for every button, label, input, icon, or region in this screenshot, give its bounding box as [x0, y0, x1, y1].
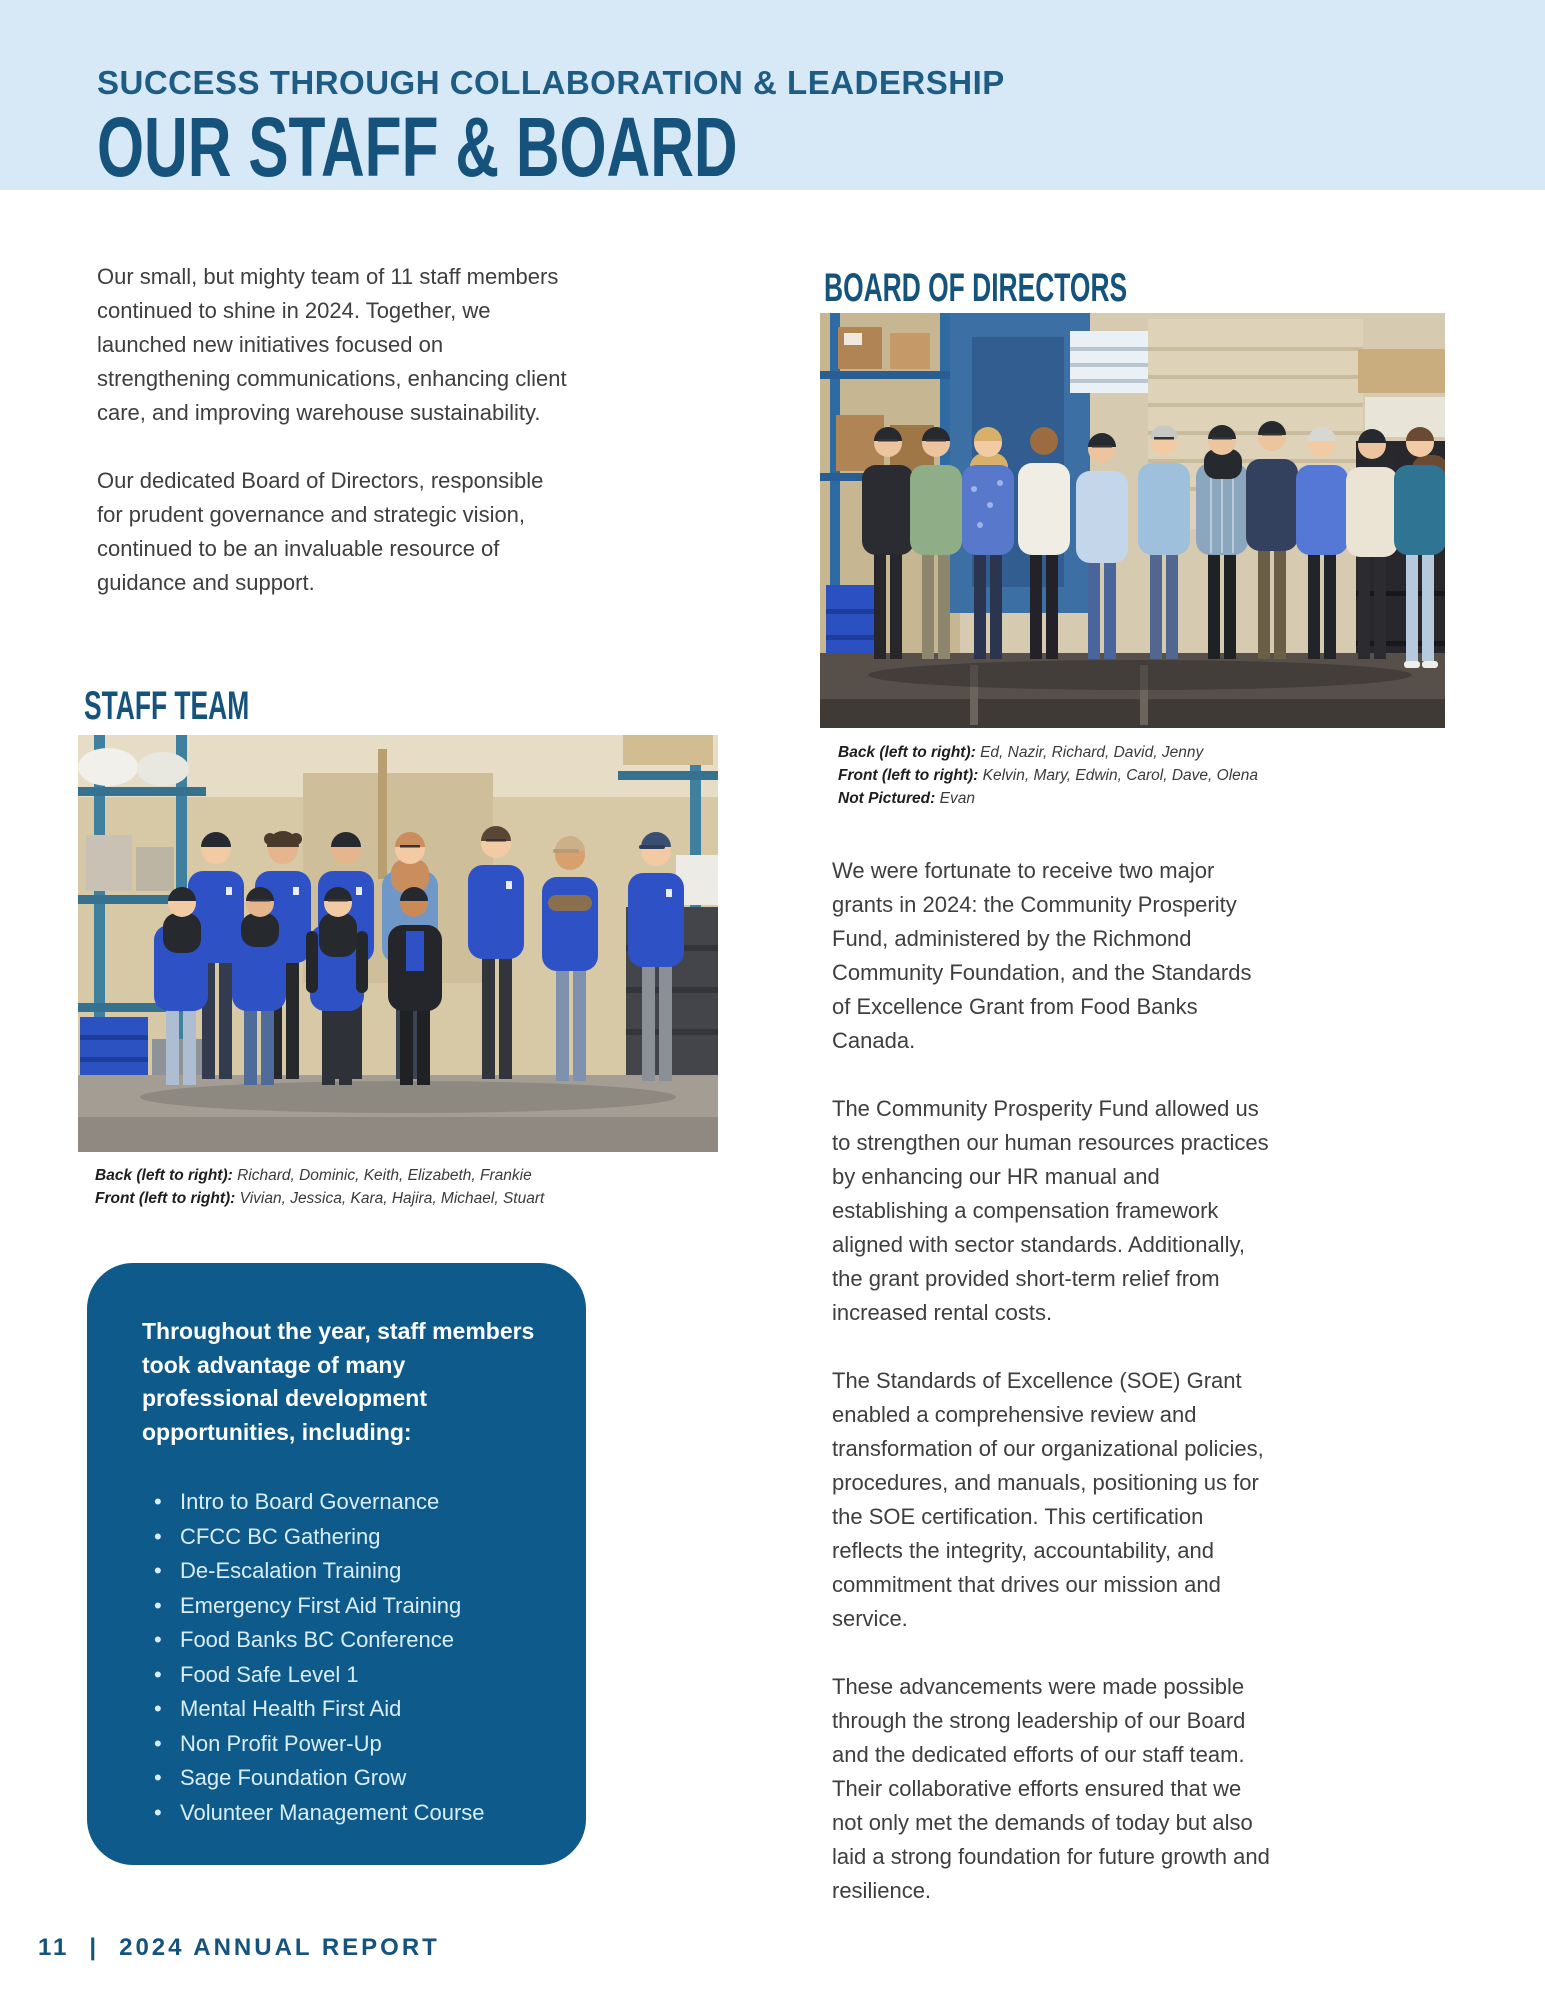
page-header	[0, 0, 1545, 194]
board-of-directors-heading: BOARD OF DIRECTORS	[824, 266, 1128, 310]
grants-paragraph-1: We were fortunate to receive two major grants in 2024: the Community Prosperity Fund, administered by the Richmond Community Foundation, and the Standards of Excellence Grant from Food Banks Canada.	[832, 858, 1252, 1053]
grants-paragraph-4: These advancements were made possible through the strong leadership of our Board and the dedicated efforts of our staff team. Their collaborative efforts ensured that we not only met the demands of today but also laid a strong foundation for future growth and resilience.	[832, 1674, 1270, 1903]
header-eyebrow: SUCCESS THROUGH COLLABORATION & LEADERSHIP	[97, 64, 1005, 101]
intro-text	[97, 260, 575, 634]
caption-front-row: Front (left to right): Kelvin, Mary, Edwin, Carol, Dave, Olena	[838, 767, 1259, 784]
development-list-item: • Food Safe Level 1	[154, 1658, 550, 1693]
footer-title: 2024 ANNUAL REPORT	[119, 1934, 440, 1961]
intro-paragraph-1: Our small, but mighty team of 11 staff members continued to shine in 2024. Together, we launched new initiatives focused on strengthening communications, enhancing client care, and improving warehouse sustainability.	[97, 264, 567, 425]
caption-front-row: Front (left to right): Vivian, Jessica, Kara, Hajira, Michael, Stuart	[95, 1190, 545, 1207]
footer-divider: |	[89, 1934, 100, 1961]
page-number: 11	[38, 1934, 70, 1961]
development-list-item: • Emergency First Aid Training	[154, 1589, 550, 1624]
board-photo-caption	[838, 741, 1438, 810]
development-list-item: • CFCC BC Gathering	[154, 1520, 550, 1555]
development-list	[142, 1485, 550, 1830]
development-list-item: • Sage Foundation Grow	[154, 1761, 550, 1796]
professional-development-box	[87, 1263, 586, 1865]
staff-photo-illustration	[78, 735, 718, 1152]
grants-paragraph-3: The Standards of Excellence (SOE) Grant enabled a comprehensive review and transformation of our organizational policies, procedures, and manuals, positioning us for the SOE certification. This certification reflects the integrity, accountability, and commitment that drives our mission and service.	[832, 1368, 1264, 1631]
board-photo-illustration	[820, 313, 1445, 728]
development-list-item: • Food Banks BC Conference	[154, 1623, 550, 1658]
grants-text	[832, 854, 1272, 1942]
intro-paragraph-2: Our dedicated Board of Directors, responsible for prudent governance and strategic vision, continued to be an invaluable resource of guidance and support.	[97, 468, 544, 595]
development-list-item: • De-Escalation Training	[154, 1554, 550, 1589]
development-box-heading: Throughout the year, staff members took advantage of many professional development opportunities, including:	[142, 1318, 535, 1445]
caption-back-row: Back (left to right): Ed, Nazir, Richard, David, Jenny	[838, 744, 1204, 761]
page-title: OUR STAFF & BOARD	[97, 99, 738, 194]
page-footer	[38, 1934, 440, 1962]
staff-photo-caption	[95, 1164, 715, 1210]
caption-not-pictured: Not Pictured: Evan	[838, 790, 975, 807]
development-list-item: • Non Profit Power-Up	[154, 1727, 550, 1762]
development-list-item: • Intro to Board Governance	[154, 1485, 550, 1520]
development-list-item: • Volunteer Management Course	[154, 1796, 550, 1831]
staff-team-heading: STAFF TEAM	[84, 684, 250, 728]
caption-back-row: Back (left to right): Richard, Dominic, Keith, Elizabeth, Frankie	[95, 1167, 532, 1184]
grants-paragraph-2: The Community Prosperity Fund allowed us to strengthen our human resources practices by enhancing our HR manual and establishing a compensation framework aligned with sector standards. Additionally, the grant provided short-term relief from increased rental costs.	[832, 1096, 1269, 1325]
development-list-item: • Mental Health First Aid	[154, 1692, 550, 1727]
staff-team-photo	[78, 735, 718, 1152]
board-of-directors-photo	[820, 313, 1445, 728]
